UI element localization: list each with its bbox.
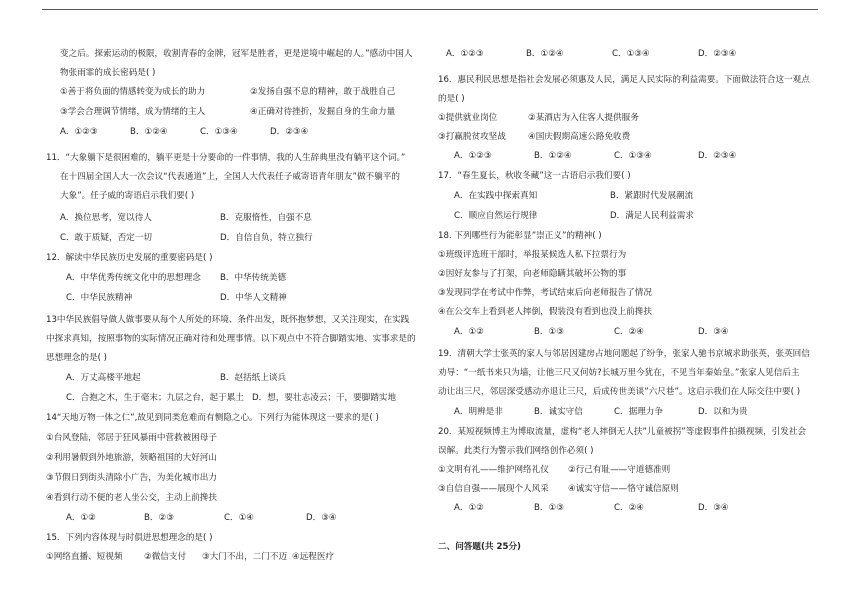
text-line: 15．下列内容体现与时俱进思想理念的是( ) [46, 533, 213, 543]
text-line: 17．“春生夏长，秋收冬藏”这一古语启示我们要( ) [438, 171, 631, 181]
text-line: ④远程医疗 [292, 552, 335, 562]
text-line: 18. 下列哪些行为能彰显”崇正义”的精神( ) [438, 231, 602, 241]
text-line: ④在公交车上看到老人摔倒，假装没有看到也没上前搀扶 [438, 307, 652, 317]
text-line: B．紧跟时代发展潮流 [610, 191, 694, 201]
text-line: ③大门不出，二门不迈 [202, 552, 288, 562]
text-line: D．以和为贵 [698, 407, 748, 417]
text-line: C．①③④ [200, 127, 238, 137]
text-line: 的是( ) [438, 94, 465, 104]
text-line: 16．惠民利民思想是指社会发展必须惠及人民，满足人民实际的利益需要。下面做法符合这一观点 [438, 75, 810, 85]
text-line: D．想，要壮志凌云；干，要脚踏实地 [252, 393, 397, 403]
text-line: C．顺应自然运行规律 [454, 211, 538, 221]
text-line: B．克服惰性，自强不息 [220, 213, 312, 223]
text-line: 11．“大象躺下是很困难的，躺平更是十分要命的一件事情，我的人生辞典里没有躺平这个词。” [46, 153, 406, 163]
text-line: C．①③④ [612, 49, 650, 59]
text-line: 14“天地万物一体之仁”,故见到同类危难而有恻隐之心。下列行为能体现这一要求的是( ) [46, 413, 379, 423]
text-line: ④看到行动不便的老人坐公交，主动上前搀扶 [46, 493, 217, 503]
text-line: B．②③ [144, 513, 174, 523]
text-line: 动让出三尺，邻居深受感动亦退让三尺，后成传世美谈”六尺巷”。这启示我们在人际交往中要( ) [438, 387, 801, 397]
text-line: ④诚实守信——恪守诚信原则 [568, 484, 679, 494]
text-line: 12．解读中华民族历史发展的重要密码是( ) [46, 253, 213, 263]
text-line: B．①②④ [526, 49, 564, 59]
text-line: C．合抱之木，生于毫末；九层之台，起于累土 [66, 393, 244, 403]
text-line: C．②④ [614, 503, 645, 513]
text-line: ②因好友参与了打架，向老师隐瞒其破坏公物的事 [438, 269, 627, 279]
text-line: D．③④ [698, 327, 729, 337]
text-line: C．敢于质疑，否定一切 [60, 233, 152, 243]
text-line: D．满足人民利益需求 [610, 211, 694, 221]
text-line: D．②③④ [270, 127, 309, 137]
text-line: A．①②③ [60, 127, 98, 137]
text-line: ③学会合理调节情绪，成为情绪的主人 [60, 107, 206, 117]
text-line: D．②③④ [698, 151, 737, 161]
text-line: 13中华民族倡导做人做事要从每个人所处的环境、条件出发，既怀抱梦想，又关注现实，在实践 [46, 315, 410, 325]
text-line: ②利用暑假到外地旅游，领略祖国的大好河山 [46, 453, 217, 463]
text-line: 思想理念的是( ) [46, 353, 107, 363]
text-line: A．中华优秀传统文化中的思想理念 [66, 273, 201, 283]
text-line: B．诚实守信 [534, 407, 583, 417]
text-line: ②微信支付 [144, 552, 187, 562]
text-line: ④国庆假期高速公路免收费 [528, 132, 631, 142]
text-line: A．①②③ [454, 151, 492, 161]
text-line: ①文明有礼——维护网络礼仪 [438, 465, 549, 475]
text-line: ④正确对待挫折，发掘自身的生命力量 [250, 107, 396, 117]
text-line: D．中华人文精神 [220, 293, 287, 303]
text-line: 大象”。任子威的寄语启示我们要( ) [60, 191, 195, 201]
text-line: B．①②④ [130, 127, 168, 137]
text-line: A．万丈高楼平地起 [66, 373, 141, 383]
text-line: D．③④ [306, 513, 337, 523]
text-line: ③打赢脱贫攻坚战 [438, 132, 506, 142]
text-line: ①提供就业岗位 [438, 113, 498, 123]
text-line: C．①③④ [614, 151, 652, 161]
text-line: ③节假日到街头清除小广告，为美化城市出力 [46, 473, 217, 483]
text-line: 物张雨霏的成长密码是( ) [60, 68, 156, 78]
text-line: ①善于将负面的情感转变为成长的助力 [60, 87, 206, 97]
text-line: C．中华民族精神 [66, 293, 133, 303]
text-line: ③发现同学在考试中作弊，考试结束后向老师报告了情况 [438, 288, 652, 298]
text-line: 劝导：“一纸书来只为墙，让他三尺又何妨?长城万里今犹在，不见当年秦始皇。”张家人见信后主 [438, 368, 800, 378]
text-line: ③自信自强——展现个人风采 [438, 484, 549, 494]
text-line: ①班级评选班干部时，举报某候选人私下拉票行为 [438, 250, 627, 260]
text-line: 二、问答题(共 25分) [438, 542, 521, 552]
text-line: C．②④ [614, 327, 645, 337]
text-line: D．③④ [698, 503, 729, 513]
text-line: 在十四届全国人大一次会议“代表通道”上，全国人大代表任子威寄语青年朋友”做不躺平的 [60, 172, 400, 182]
text-line: A．明辨是非 [454, 407, 503, 417]
text-line: A．①② [454, 327, 484, 337]
text-line: B．①③ [534, 327, 564, 337]
text-line: ②发扬自强不息的精神，敢于战胜自己 [250, 87, 396, 97]
text-line: B．①②④ [534, 151, 572, 161]
text-line: D．②③④ [698, 49, 737, 59]
text-line: ①网络直播、短视频 [46, 552, 123, 562]
text-line: ②某酒店为入住客人提供服务 [528, 113, 639, 123]
text-line: A．①②③ [446, 49, 484, 59]
text-line: D．自信自负，特立独行 [220, 233, 313, 243]
header-rule [42, 9, 818, 10]
text-line: C．据理力争 [614, 407, 663, 417]
text-line: ②行己有耻——守道德准则 [568, 465, 671, 475]
text-line: 20．某短视频博主为博取流量，虚构“老人摔倒无人扶”儿童被拐”等虚假事件拍摄视频，引发社会 [438, 427, 807, 437]
text-line: A．在实践中探索真知 [454, 191, 538, 201]
text-line: 中探求真知，按照事物的实际情况正确对待和处理事情。以下观点中不符合脚踏实地、实事求是的 [46, 334, 416, 344]
text-line: 19．清朝大学士张英的家人与邻居因建房占地问题起了纷争，张家人驰书京城求助张英，张英回信 [438, 349, 810, 359]
text-line: 变之后。探索运动的极限，收割青春的金牌，冠军是胜者，更是逆境中崛起的人。”感动中国人 [60, 49, 413, 59]
text-line: A．换位思考，宽以待人 [60, 213, 152, 223]
text-line: C．①④ [224, 513, 255, 523]
text-line: 误解。此类行为警示我们网络创作必须( ) [438, 446, 594, 456]
text-line: A．①② [454, 503, 484, 513]
text-line: B．①③ [534, 503, 564, 513]
text-line: B．中华传统美德 [220, 273, 287, 283]
text-line: B．赵括纸上谈兵 [220, 373, 287, 383]
text-line: ①台风登陆，邻居于狂风暴雨中营救被困母子 [46, 433, 217, 443]
text-line: A．①② [66, 513, 96, 523]
